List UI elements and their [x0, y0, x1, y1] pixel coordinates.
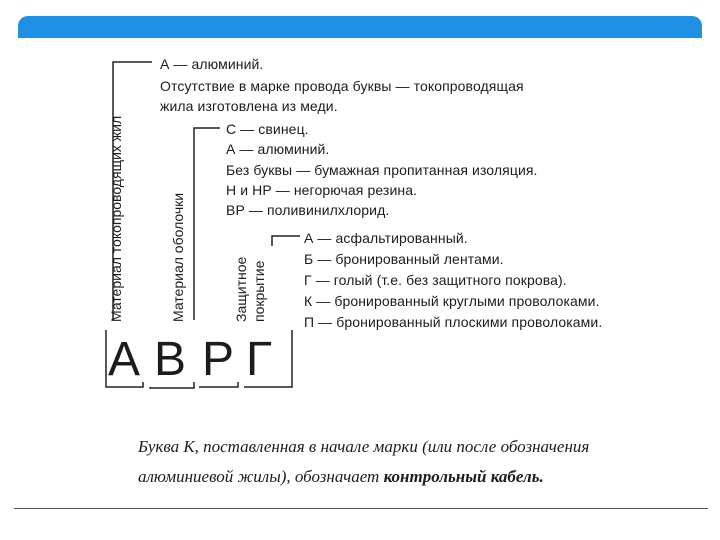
sheath-line-3: Без буквы — бумажная пропитанная изоляция.	[226, 162, 538, 178]
letter-v: В	[154, 333, 187, 386]
cover-line-1: А — асфальтированный.	[304, 230, 468, 246]
caption-text-1: поставленная в начале марки (или после обозначения	[198, 437, 590, 456]
caption-line-2	[138, 467, 544, 487]
cover-line-2: Б — бронированный лентами.	[304, 251, 504, 267]
conductor-line-1: А — алюминий.	[160, 56, 264, 72]
sheath-bracket	[194, 128, 220, 320]
protective-cover-label-1: Защитное	[233, 256, 249, 322]
letter-r: Р	[202, 333, 235, 386]
protective-cover-label-2: покрытие	[251, 260, 267, 322]
letter-a: А	[108, 333, 141, 386]
cover-bracket	[272, 236, 300, 246]
sheath-line-1: С — свинец.	[226, 121, 309, 137]
conductor-line-2: Отсутствие в марке провода буквы — токопроводящая	[160, 78, 524, 94]
cover-line-5: П — бронированный плоскими проволоками.	[304, 314, 603, 330]
letter-g: Г	[246, 333, 272, 386]
conductor-line-3: жила изготовлена из меди.	[160, 98, 338, 114]
caption-emphasis-cable: контрольный кабель.	[383, 467, 544, 486]
caption-text-2: алюминиевой жилы), обозначает	[138, 467, 384, 486]
caption-line-1	[138, 437, 589, 457]
sheath-material-label: Материал оболочки	[170, 192, 186, 322]
cover-line-3: Г — голый (т.е. без защитного покрова).	[304, 272, 567, 288]
sheath-line-4: Н и НР — негорючая резина.	[226, 182, 418, 198]
bottom-divider	[14, 508, 708, 509]
cover-line-4: К — бронированный круглыми проволоками.	[304, 293, 600, 309]
sheath-line-5: ВР — поливинилхлорид.	[226, 202, 390, 218]
caption-emphasis-k: Буква К,	[138, 437, 199, 456]
sheath-line-2: А — алюминий.	[226, 141, 330, 157]
conductor-material-label: Материал токопроводящих жил	[108, 115, 124, 322]
